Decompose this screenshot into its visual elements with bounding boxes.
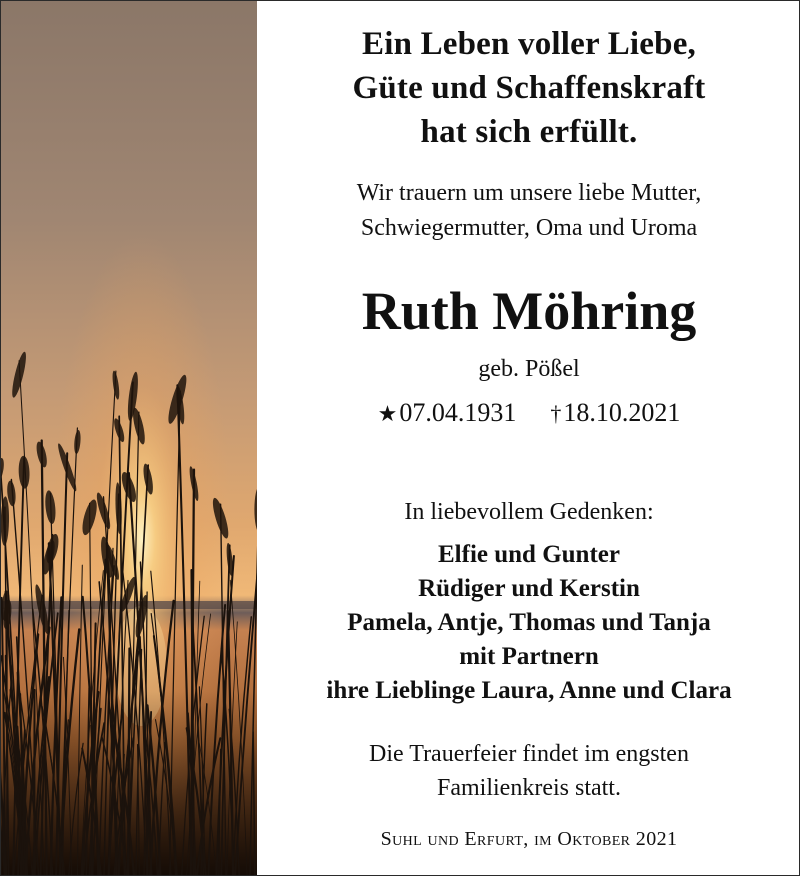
- motto-quote: [258, 22, 800, 154]
- funeral-note: [258, 737, 800, 805]
- cross-icon: †: [550, 401, 562, 426]
- funeral-line: Die Trauerfeier findet im engsten: [369, 741, 689, 767]
- motto-line: Ein Leben voller Liebe,: [361, 26, 696, 62]
- birth-name: geb. Pößel: [478, 356, 580, 382]
- birth-date: 07.04.1931: [399, 398, 517, 427]
- memory-heading: In liebevollem Gedenken:: [404, 499, 654, 525]
- deceased-name: Ruth Möhring: [361, 281, 697, 341]
- mourner-line: Pamela, Antje, Thomas und Tanja: [347, 609, 711, 636]
- death-date-group: [550, 396, 680, 431]
- intro-line: Wir trauern um unsere liebe Mutter,: [356, 180, 702, 206]
- motto-line: hat sich erfüllt.: [420, 114, 638, 150]
- mourner-line: mit Partnern: [459, 643, 599, 670]
- birth-date-group: [378, 396, 517, 431]
- death-date: 18.10.2021: [563, 398, 681, 427]
- intro-line: Schwiegermutter, Oma und Uroma: [360, 215, 698, 241]
- mourning-intro: [258, 176, 800, 246]
- mourners-list: [258, 538, 800, 708]
- photo-illustration: [1, 1, 257, 875]
- obituary-text: [258, 0, 800, 876]
- mourner-line: ihre Lieblinge Laura, Anne und Clara: [326, 677, 732, 704]
- motto-line: Güte und Schaffenskraft: [352, 70, 706, 106]
- life-dates: [258, 396, 800, 431]
- sunset-reeds-photo: [1, 1, 257, 875]
- mourner-line: Elfie und Gunter: [438, 541, 620, 568]
- mourner-line: Rüdiger und Kerstin: [418, 575, 640, 602]
- grass-blade: [128, 649, 129, 876]
- star-icon: ★: [377, 401, 398, 426]
- funeral-line: Familienkreis statt.: [437, 775, 621, 801]
- place-and-date: Suhl und Erfurt, im Oktober 2021: [380, 828, 678, 850]
